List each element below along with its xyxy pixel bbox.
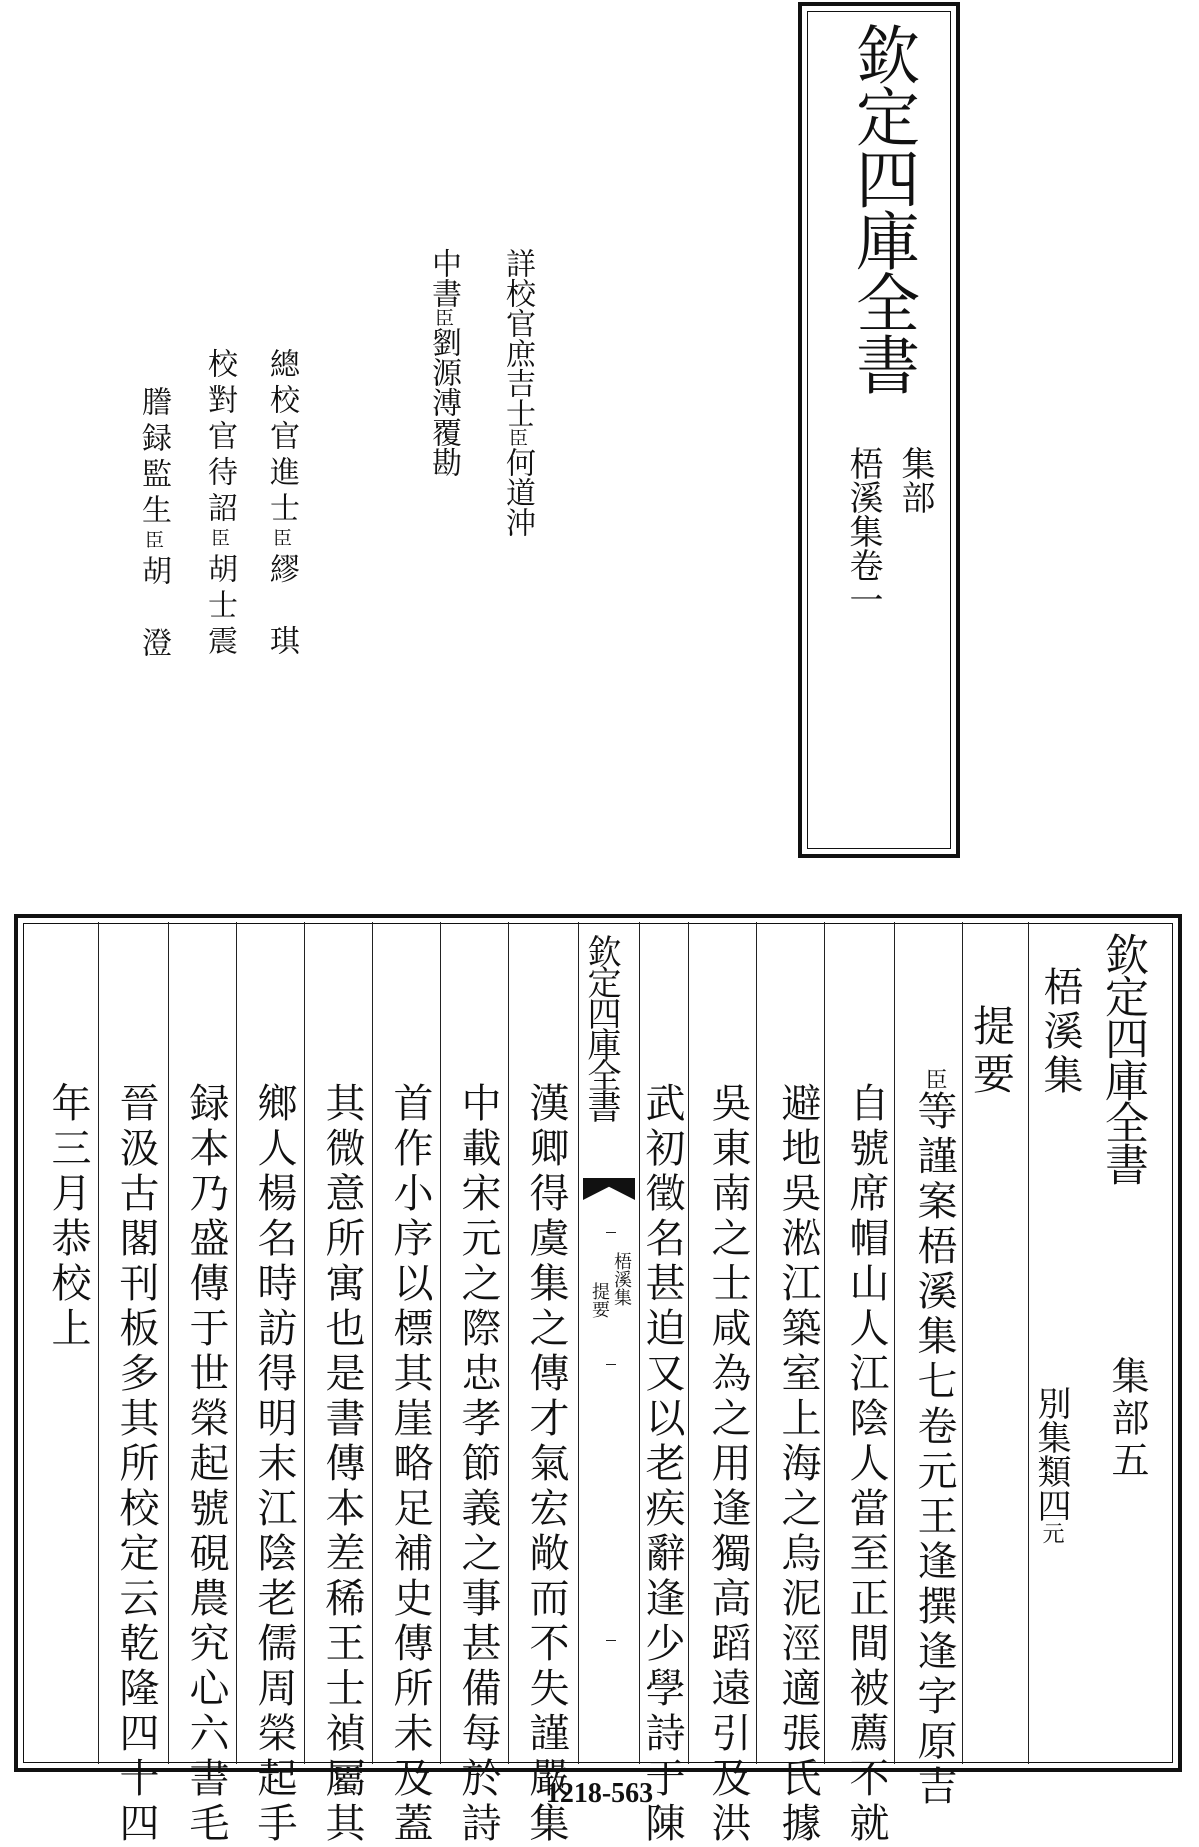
credit-role: 詳校官庶吉士 xyxy=(500,248,535,428)
text-line xyxy=(911,1068,957,1810)
minister-mark: 臣 xyxy=(922,1068,947,1090)
credit-collator xyxy=(202,348,237,661)
fish-tail-tick xyxy=(606,1364,616,1365)
text-line: 鄉人楊名時訪得明末江陰老儒周榮起手 xyxy=(251,1082,297,1847)
credit-role: 謄録監生 xyxy=(136,386,171,530)
fish-tail-title: 欽定四庫全書 xyxy=(581,934,621,1120)
credit-name: 胡士震 xyxy=(202,553,237,661)
book-title: 梧溪集 xyxy=(1037,966,1083,1098)
credit-chief-collator xyxy=(264,348,299,661)
credit-copyist xyxy=(136,386,171,663)
credit-role: 中書 xyxy=(426,248,461,308)
credit-minister: 臣 xyxy=(270,528,292,553)
credit-secretary xyxy=(426,248,461,477)
tiyao-heading: 提要 xyxy=(967,1004,1016,1100)
text-line-content: 等謹案梧溪集七卷元王逢撰逢字原吉 xyxy=(911,1090,957,1810)
text-line: 吳東南之士咸為之用逢獨高蹈遠引及洪 xyxy=(705,1082,751,1847)
text-line: 首作小序以標其崖略足補史傳所未及蓋 xyxy=(387,1082,433,1847)
column-rule xyxy=(894,922,895,1764)
column-rule xyxy=(508,922,509,1764)
category-label: 別集類四 xyxy=(1031,1386,1071,1522)
credit-name: 何道沖 xyxy=(500,447,535,537)
fish-tail-book: 梧溪集 xyxy=(611,1252,632,1306)
page-number: 1218-563 xyxy=(545,1778,654,1809)
credit-minister: 臣 xyxy=(432,308,454,327)
column-rule xyxy=(304,922,305,1764)
fish-tail-tick xyxy=(606,1640,616,1641)
credit-minister: 臣 xyxy=(142,530,164,555)
page-header: 欽定四庫全書 xyxy=(1097,932,1148,1184)
text-line: 年三月恭校上 xyxy=(45,1082,91,1352)
title-part: 集部 xyxy=(895,446,935,514)
credit-name: 胡 澄 xyxy=(136,555,171,663)
text-line: 自號席帽山人江陰人當至正間被薦不就 xyxy=(843,1082,889,1847)
column-rule xyxy=(962,922,963,1764)
credit-role: 校對官待詔 xyxy=(202,348,237,528)
main-title: 欽定四庫全書 xyxy=(845,22,919,394)
text-line: 録本乃盛傳于世榮起號硯農究心六書毛 xyxy=(183,1082,229,1847)
column-rule xyxy=(98,922,99,1764)
text-line: 晉汲古閣刊板多其所校定云乾隆四十四 xyxy=(113,1082,159,1847)
column-rule xyxy=(824,922,825,1764)
page-section: 集部五 xyxy=(1105,1356,1149,1482)
credit-role: 總校官進士 xyxy=(264,348,299,528)
credit-minister: 臣 xyxy=(506,428,528,447)
column-rule xyxy=(756,922,757,1764)
book-category xyxy=(1031,1386,1071,1544)
text-line: 避地吳淞江築室上海之烏泥涇適張氏據 xyxy=(775,1082,821,1847)
column-rule xyxy=(372,922,373,1764)
fish-tail-section: 提要 xyxy=(589,1282,610,1318)
credit-name: 繆 琪 xyxy=(264,553,299,661)
credit-minister: 臣 xyxy=(208,528,230,553)
column-rule xyxy=(688,922,689,1764)
title-volume: 梧溪集卷一 xyxy=(843,446,883,616)
text-line: 武初徵名甚迫又以老疾辭逢少學詩于陳 xyxy=(639,1082,685,1847)
column-rule xyxy=(440,922,441,1764)
column-rule xyxy=(168,922,169,1764)
credit-name: 劉源溥覆勘 xyxy=(426,327,461,477)
column-rule xyxy=(1028,922,1029,1764)
text-line: 漢卿得虞集之傳才氣宏敞而不失謹嚴集 xyxy=(523,1082,569,1847)
text-line: 其微意所寓也是書傳本差稀王士禎屬其 xyxy=(319,1082,365,1847)
category-dynasty: 元 xyxy=(1039,1522,1064,1544)
text-line: 中載宋元之際忠孝節義之事甚備每於詩 xyxy=(455,1082,501,1847)
credit-proofreader xyxy=(500,248,535,537)
column-rule xyxy=(236,922,237,1764)
fish-tail-tick xyxy=(606,1232,616,1233)
